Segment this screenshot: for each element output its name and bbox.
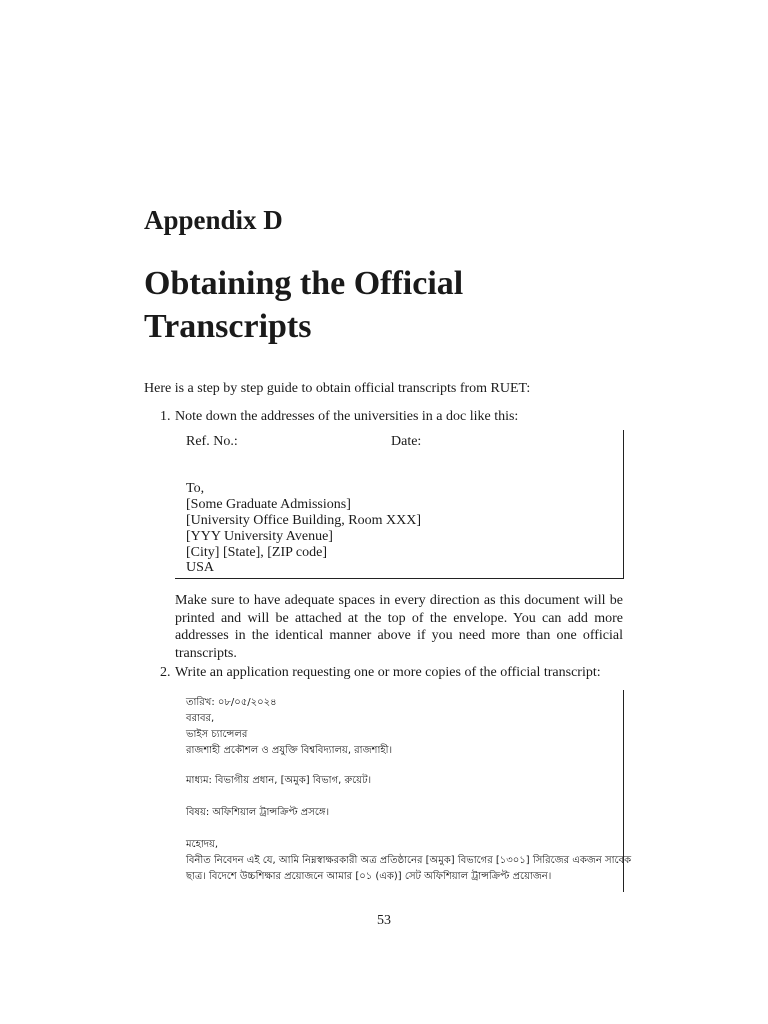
address-line: [YYY University Avenue] xyxy=(186,529,333,544)
appendix-label: Appendix D xyxy=(144,205,283,235)
intro-text: Here is a step by step guide to obtain official transcripts from RUET: xyxy=(144,381,531,396)
ref-no-label: Ref. No.: xyxy=(186,434,238,449)
title-line-2: Transcripts xyxy=(144,308,312,345)
address-line: USA xyxy=(186,560,215,575)
address-line: [University Office Building, Room XXX] xyxy=(186,513,421,528)
letter-body-line: বিনীত নিবেদন এই যে, আমি নিম্নস্বাক্ষরকারী অত্র প্রতিষ্ঠানের [অমুক] বিভাগের [১৩০১] সিরিজের একজন সাবেক xyxy=(186,855,632,866)
step-2-number: 2. xyxy=(160,665,171,680)
address-note: Make sure to have adequate spaces in every direction as this document will be printed and will be attached at the top of the envelope. You can add more addresses in the identical manner above if you need more than one official transcripts. xyxy=(175,593,623,661)
letter-salutation: মহোদয়, xyxy=(186,839,219,850)
step-2-text: Write an application requesting one or more copies of the official transcript: xyxy=(175,665,601,680)
address-line: To, xyxy=(186,481,205,496)
letter-to-line: ভাইস চ্যান্সেলর xyxy=(186,729,248,740)
step-1-number: 1. xyxy=(160,409,171,424)
letter-date: তারিখ: ০৮/০৫/২০২৪ xyxy=(186,697,277,708)
letter-to-line: বরাবর, xyxy=(186,713,215,724)
address-template-box xyxy=(175,430,624,579)
letter-via: মাধ্যম: বিভাগীয় প্রধান, [অমুক] বিভাগ, রুয়েট। xyxy=(186,775,372,786)
date-label: Date: xyxy=(391,434,422,449)
letter-to-line: রাজশাহী প্রকৌশল ও প্রযুক্তি বিশ্ববিদ্যালয়, রাজশাহী। xyxy=(186,745,393,756)
application-letter-box xyxy=(175,690,632,892)
letter-subject: বিষয়: অফিশিয়াল ট্রান্সক্রিপ্ট প্রসঙ্গে। xyxy=(186,807,330,818)
address-line: [City] [State], [ZIP code] xyxy=(186,545,327,560)
page-title xyxy=(144,262,624,348)
letter-body-line: ছাত্র। বিদেশে উচ্চশিক্ষার প্রয়োজনে আমার [০১ (এক)] সেট অফিশিয়াল ট্রান্সক্রিপ্ট প্রয়োজন। xyxy=(186,871,552,882)
title-line-1: Obtaining the Official xyxy=(144,265,464,302)
page-number: 53 xyxy=(377,913,391,928)
step-1-text: Note down the addresses of the universities in a doc like this: xyxy=(175,409,519,424)
address-line: [Some Graduate Admissions] xyxy=(186,497,351,512)
